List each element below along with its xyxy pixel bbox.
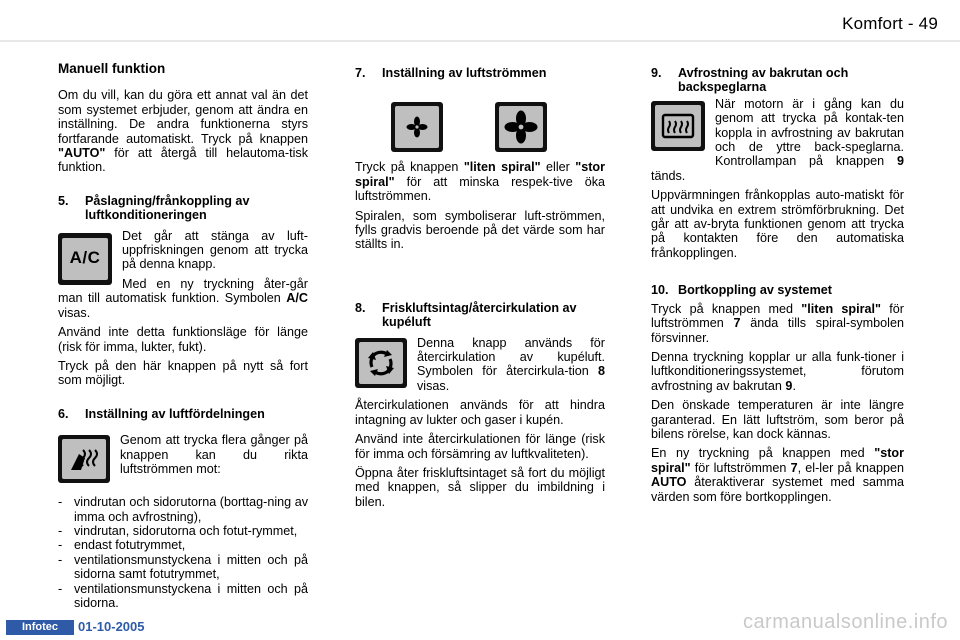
big-spiral-icon <box>495 102 547 152</box>
section-8-p1: Denna knapp används för återcirkulation av kupéluft. Symbolen för återcirkula-tion 8 visas. <box>417 335 605 393</box>
section-5-p3: Använd inte detta funktionsläge för länge (risk för imma, lukter, fukt). <box>58 325 308 354</box>
section-9-p1: När motorn är i gång kan du genom att trycka på kontak-ten koppla in avfrostning av bakrutan och de yttre back-speglarna. Kontrollampan på knappen 9 tänds. <box>651 96 904 183</box>
section-5-title: 5. Påslagning/frånkoppling av luftkonditioneringen <box>58 193 250 223</box>
section-7-p1: Tryck på knappen "liten spiral" eller "stor spiral" för att minska respek-tive öka luftströmmen. <box>355 160 606 204</box>
section-heading-manual: Manuell funktion <box>58 61 166 76</box>
list-item: - vindrutan, sidorutorna och fotut-rymmet, <box>58 524 308 538</box>
fan-buttons <box>355 102 605 152</box>
header-bar <box>0 0 960 34</box>
column-3 <box>651 62 904 509</box>
section-10-title: 10. Bortkoppling av systemet <box>651 283 832 298</box>
infotec-logo: Infotec <box>6 620 74 635</box>
air-distribution-icon <box>58 435 110 483</box>
section-6-title: 6. Inställning av luftfördelningen <box>58 406 265 421</box>
air-direction-list <box>58 495 308 610</box>
recirculation-icon <box>355 338 407 388</box>
section-8-p2: Återcirkulationen används för att hindra intagning av lukter och gaser i kupén. <box>355 398 605 427</box>
section-10-p4: En ny tryckning på knappen med "stor spiral" för luftströmmen 7, el-ler på knappen AUTO återaktiverar systemet med samma värden som före bortkopplingen. <box>651 446 904 504</box>
section-7-title: 7. Inställning av luftströmmen <box>355 66 547 80</box>
small-spiral-icon <box>391 102 443 152</box>
section-5-p1: Det går att stänga av luft-uppfriskningen genom att trycka på denna knapp. <box>122 228 308 272</box>
footer-date: 01-10-2005 <box>78 619 145 634</box>
page-title: Komfort - 49 <box>842 14 938 33</box>
section-9-p2: Uppvärmningen frånkopplas auto-matiskt för att undvika en extrem strömförbrukning. Det går att av-bryta funktionen genom att trycka på kontakten före den automatiska frånkopplingen. <box>651 188 904 260</box>
watermark: carmanualsonline.info <box>742 611 948 633</box>
column-2 <box>355 62 605 514</box>
section-8-p4: Öppna åter friskluftsintaget så fort du möjligt med knappen, så slipper du imbildning i bilen. <box>355 465 605 509</box>
section-10-p1: Tryck på knappen med "liten spiral" för luftströmmen 7 ända tills spiral-symbolen försvinner. <box>651 301 904 345</box>
list-item: - endast fotutrymmet, <box>58 538 308 552</box>
list-item: - ventilationsmunstyckena i mitten och på sidorna samt fotutrymmet, <box>58 553 308 582</box>
section-8-title: 8. Friskluftsintag/återcirkulation av kupéluft <box>355 300 577 330</box>
section-10-p3: Den önskade temperaturen är inte längre garanterad. En lätt luftström, som beror på bilens rörelse, kan dock kännas. <box>651 398 904 441</box>
section-10-p2: Denna tryckning kopplar ur alla funk-tioner i luftkonditioneringssystemet, förutom avfrostning av bakrutan 9. <box>651 349 904 393</box>
column-1 <box>58 62 308 610</box>
ac-button-icon: A/C <box>58 233 112 285</box>
intro-paragraph: Om du vill, kan du göra ett annat val än det som systemet erbjuder, genom att ändra en inställning. De andra funktionerna styrs fortfarande automatiskt. Tryck på knappen "AUTO" för att återgå till helautoma-tisk funktion. <box>58 88 308 175</box>
section-5-p2: Med en ny tryckning åter-går man till automatisk funktion. Symbolen A/C visas. <box>58 276 308 320</box>
header-rule <box>0 40 960 42</box>
rear-defrost-icon <box>651 101 705 151</box>
section-5-p4: Tryck på den här knappen på nytt så fort som möjligt. <box>58 358 308 388</box>
section-7-p2: Spiralen, som symboliserar luft-strömmen, fylls gradvis beroende på det värde som har ställts in. <box>355 208 605 252</box>
section-6-p1: Genom att trycka flera gånger på knappen kan du rikta luftströmmen mot: <box>120 433 308 476</box>
section-9-title: 9. Avfrostning av bakrutan och backspeglarna <box>651 66 849 95</box>
section-8-p3: Använd inte återcirkulationen för länge (risk för imma och försämring av luftkvaliteten). <box>355 432 605 461</box>
list-item: - vindrutan och sidorutorna (borttag-ning av imma och avfrostning), <box>58 495 308 524</box>
list-item: - ventilationsmunstyckena i mitten och på sidorna. <box>58 582 308 611</box>
